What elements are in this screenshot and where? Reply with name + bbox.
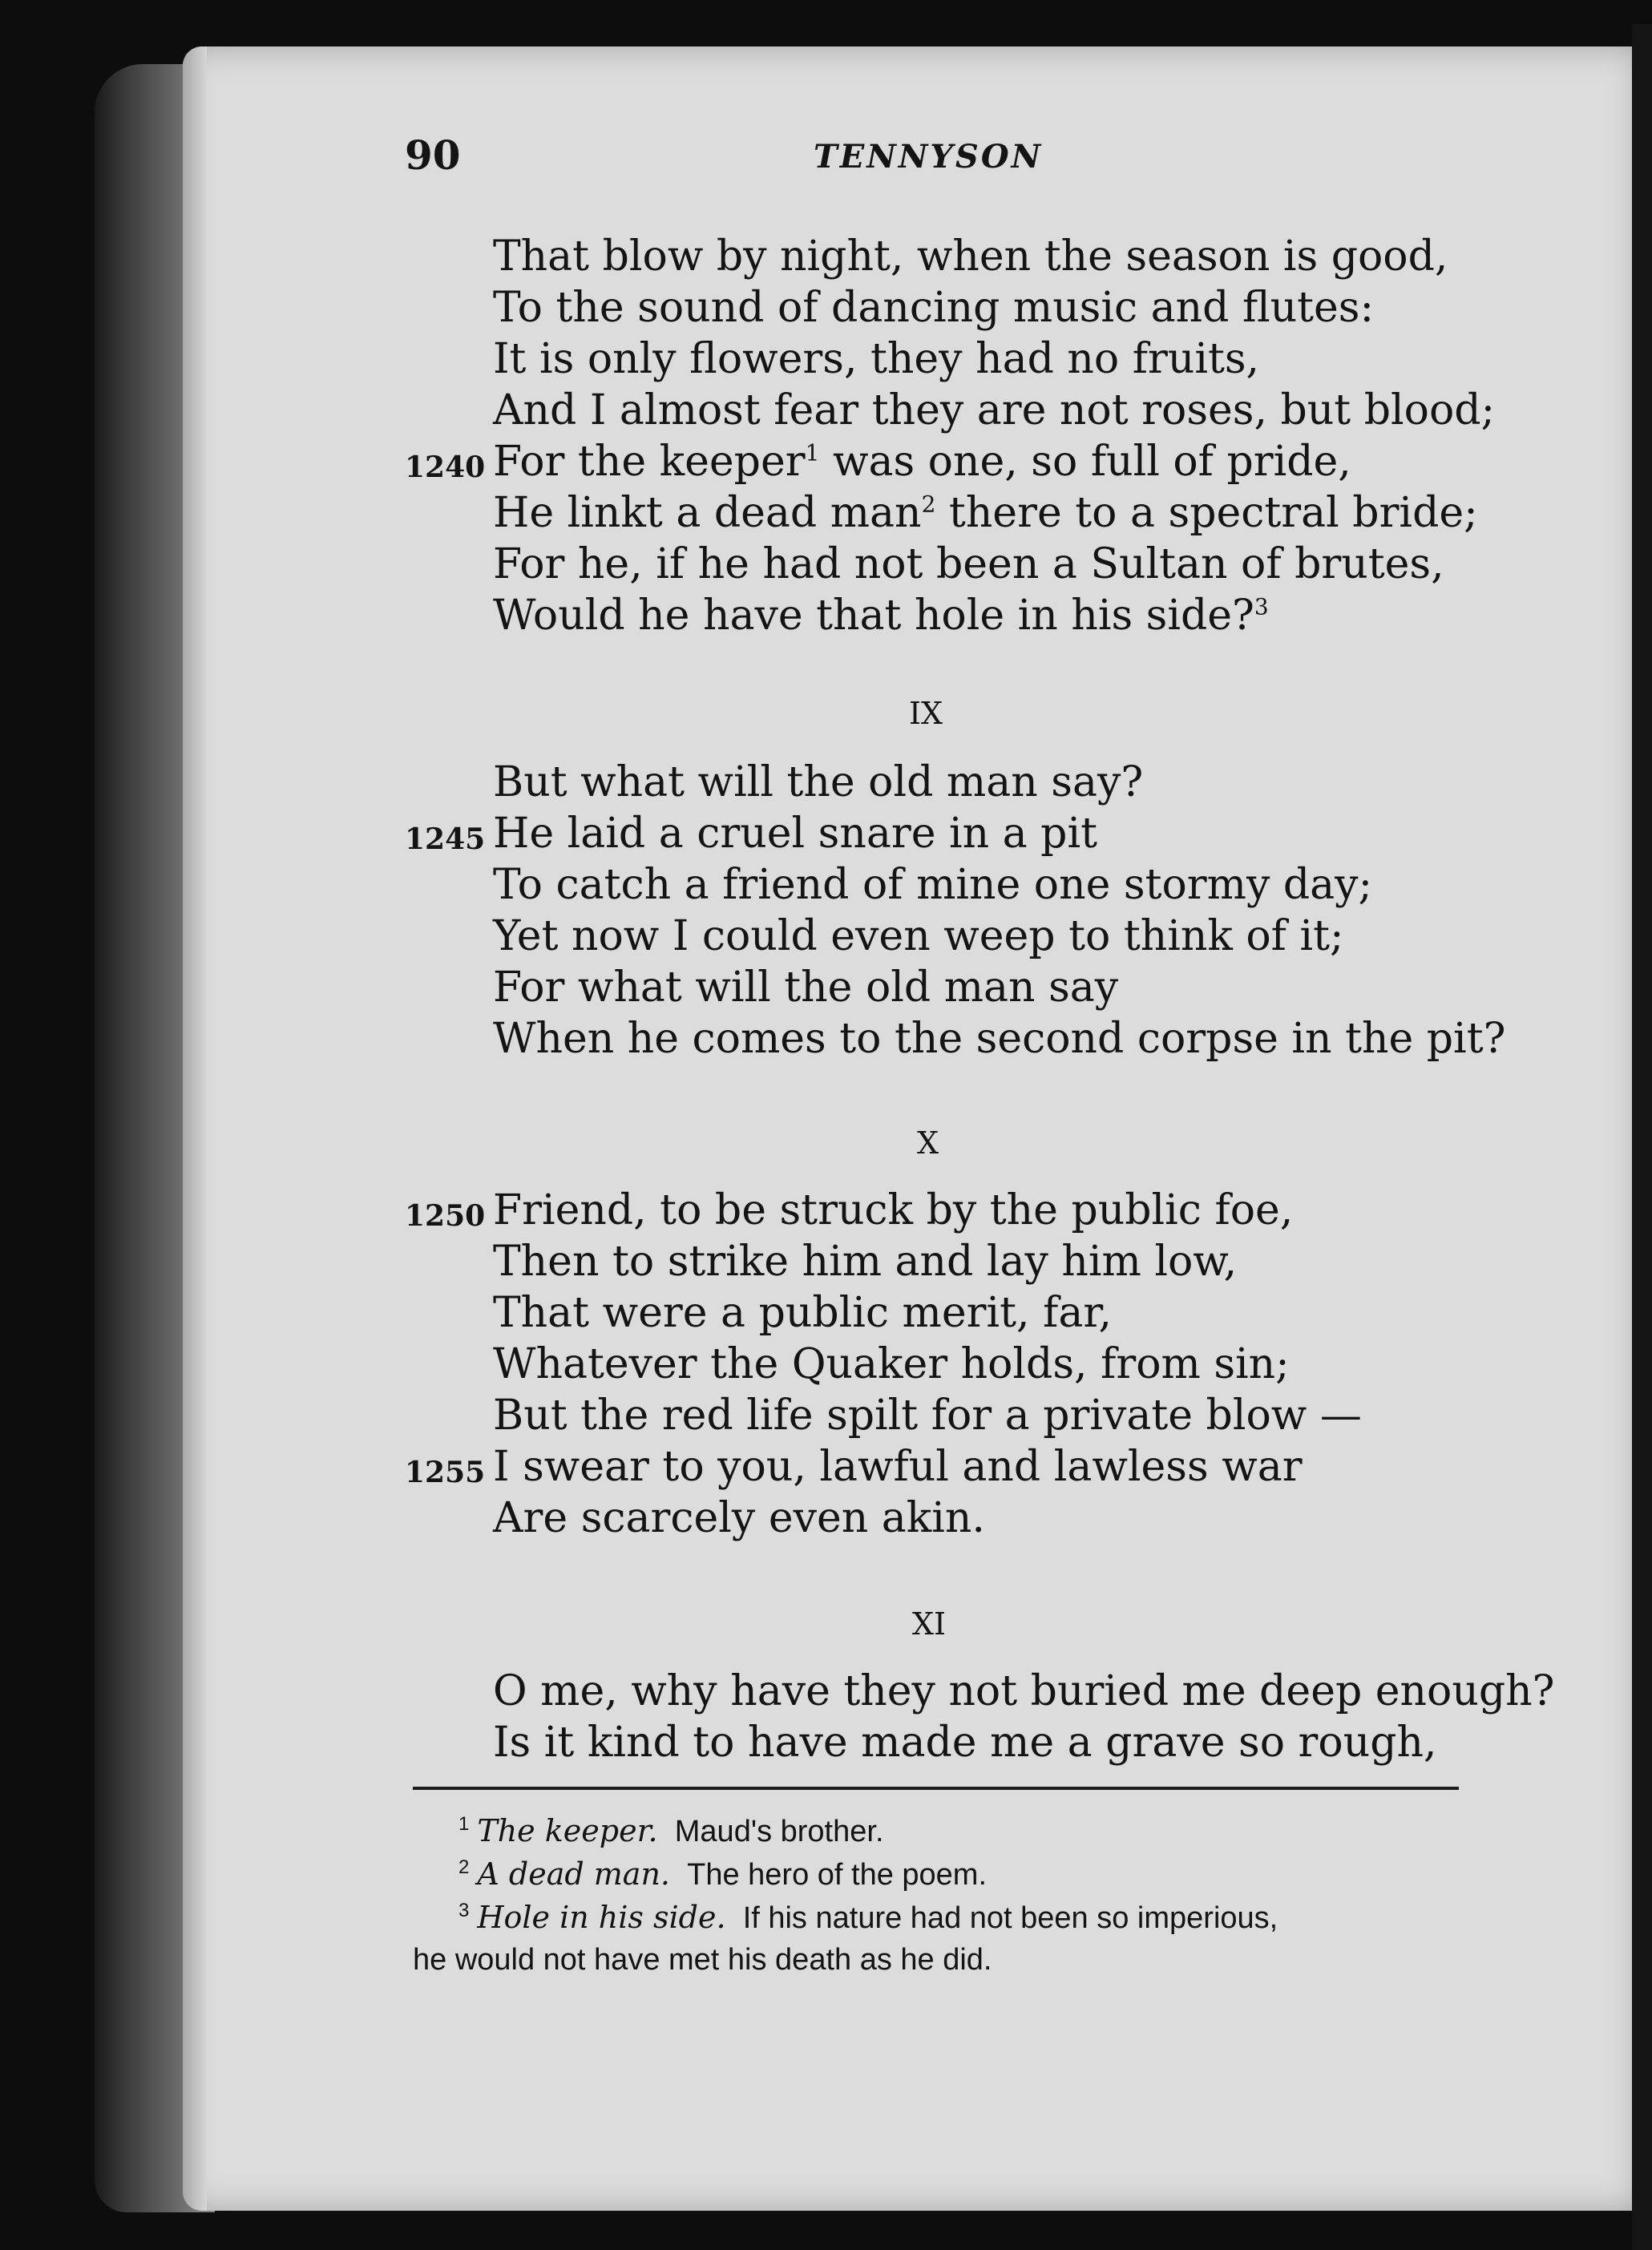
running-head: TENNYSON xyxy=(814,138,1044,176)
poem-line: He laid a cruel snare in a pit xyxy=(493,810,1097,858)
poem-line: And I almost fear they are not roses, but blood; xyxy=(493,386,1496,434)
section-heading: IX xyxy=(909,696,943,731)
poem-line: That were a public merit, far, xyxy=(493,1289,1113,1337)
poem-line-text: Would he have that hole in his side? xyxy=(493,592,1254,640)
poem-line xyxy=(493,592,1269,640)
poem-line-text: For the keeper xyxy=(493,438,806,486)
footnote-text: If his nature had not been so imperious, xyxy=(742,1901,1278,1935)
poem-line: To the sound of dancing music and flutes: xyxy=(493,284,1375,332)
footnote-text: The hero of the poem. xyxy=(687,1858,988,1892)
footnote-term: A dead man. xyxy=(477,1856,670,1892)
line-number: 1245 xyxy=(405,822,486,856)
line-number: 1255 xyxy=(405,1456,486,1489)
poem-line-text: He linkt a dead man xyxy=(493,489,922,537)
poem-line-text: was one, so full of pride, xyxy=(819,438,1351,486)
footnote-term: Hole in his side. xyxy=(477,1900,726,1935)
poem-line xyxy=(493,438,1351,486)
footnote xyxy=(458,1856,987,1893)
poem-line: When he comes to the second corpse in the pit? xyxy=(493,1015,1506,1063)
footnote-continuation: he would not have met his death as he did. xyxy=(413,1943,992,1977)
poem-line: Is it kind to have made me a grave so rough, xyxy=(493,1719,1437,1767)
footnote-mark: 3 xyxy=(458,1900,470,1922)
poem-line: O me, why have they not buried me deep enough? xyxy=(493,1667,1555,1715)
footnote xyxy=(458,1900,1278,1936)
footnote-ref: 2 xyxy=(921,491,936,518)
section-heading: X xyxy=(917,1125,939,1161)
poem-line xyxy=(493,489,1478,537)
page-number: 90 xyxy=(405,131,461,179)
poem-line: Then to strike him and lay him low, xyxy=(493,1238,1238,1286)
poem-line: For he, if he had not been a Sultan of brutes, xyxy=(493,540,1444,588)
poem-line: But the red life spilt for a private blow — xyxy=(493,1392,1362,1440)
poem-line: That blow by night, when the season is good, xyxy=(493,232,1448,281)
poem-line: Friend, to be struck by the public foe, xyxy=(493,1186,1294,1234)
poem-line: But what will the old man say? xyxy=(493,758,1144,806)
footnote-divider xyxy=(413,1787,1459,1790)
footnote-mark: 2 xyxy=(458,1856,470,1879)
section-heading: XI xyxy=(912,1606,947,1642)
poem-line: It is only flowers, they had no fruits, xyxy=(493,335,1260,383)
poem-line: Whatever the Quaker holds, from sin; xyxy=(493,1340,1290,1388)
footnote-mark: 1 xyxy=(458,1813,470,1836)
scan-edge xyxy=(1632,24,1652,2250)
line-number: 1240 xyxy=(405,450,486,484)
footnote xyxy=(458,1813,884,1849)
poem-line: To catch a friend of mine one stormy day; xyxy=(493,861,1373,909)
footnote-text: Maud's brother. xyxy=(674,1815,884,1848)
footnote-ref: 1 xyxy=(805,439,820,467)
poem-line: For what will the old man say xyxy=(493,963,1119,1012)
poem-line: I swear to you, lawful and lawless war xyxy=(493,1443,1303,1491)
footnote-ref: 3 xyxy=(1254,593,1269,620)
poem-line-text: there to a spectral bride; xyxy=(935,489,1478,537)
footnote-term: The keeper. xyxy=(477,1813,658,1848)
poem-line: Yet now I could even weep to think of it; xyxy=(493,912,1344,960)
line-number: 1250 xyxy=(405,1199,486,1233)
poem-line: Are scarcely even akin. xyxy=(493,1494,985,1542)
